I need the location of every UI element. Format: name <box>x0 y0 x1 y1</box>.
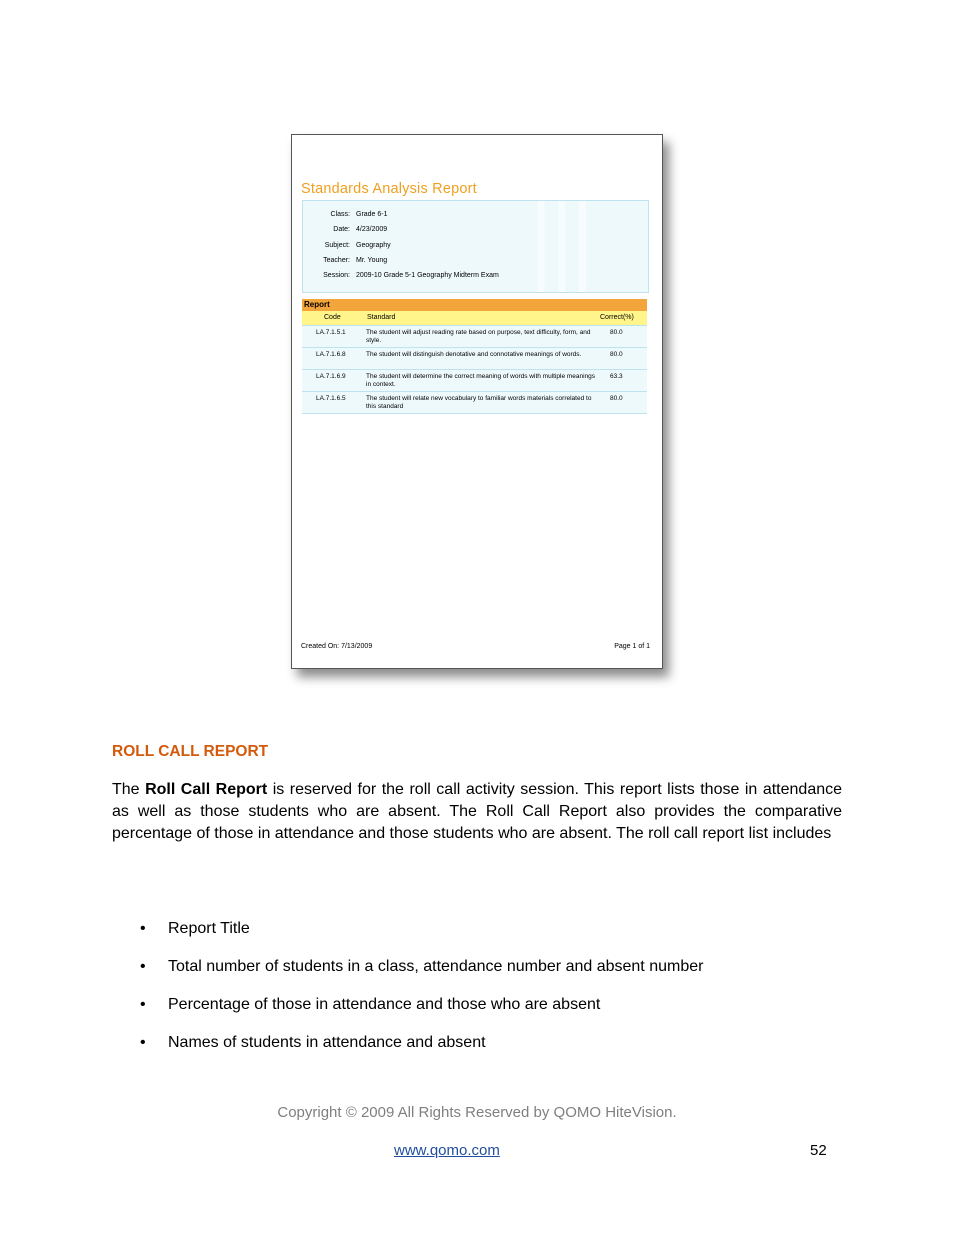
paragraph-bold-term: Roll Call Report <box>145 781 268 798</box>
info-row-date <box>303 225 648 235</box>
list-item-text: Report Title <box>168 920 250 937</box>
report-section-label: Report <box>304 300 330 309</box>
table-row <box>302 348 647 370</box>
info-row-class <box>303 210 648 220</box>
info-value: Grade 6-1 <box>356 211 388 218</box>
row-code: LA.7.1.6.5 <box>316 395 346 402</box>
bullet-icon: • <box>140 996 146 1013</box>
row-code: LA.7.1.6.8 <box>316 351 346 358</box>
info-key: Class: <box>330 211 350 218</box>
row-correct: 63.3 <box>610 373 623 380</box>
row-correct: 80.0 <box>610 351 623 358</box>
footer-copyright: Copyright © 2009 All Rights Reserved by QOMO HiteVision. <box>277 1104 677 1121</box>
info-value: Mr. Young <box>356 257 388 264</box>
row-correct: 80.0 <box>610 329 623 336</box>
row-standard: The student will distinguish denotative and connotative meanings of words. <box>366 351 582 358</box>
list-item-text: Total number of students in a class, attendance number and absent number <box>168 958 704 975</box>
info-key: Teacher: <box>323 257 350 264</box>
info-value: 4/23/2009 <box>356 226 388 233</box>
section-heading: ROLL CALL REPORT <box>112 743 269 760</box>
list-item-text: Percentage of those in attendance and those who are absent <box>168 996 601 1013</box>
table-row <box>302 370 647 392</box>
info-key: Session: <box>323 272 350 279</box>
list-item-text: Names of students in attendance and absent <box>168 1034 486 1051</box>
report-title: Standards Analysis Report <box>301 181 477 197</box>
row-correct: 80.0 <box>610 395 623 402</box>
page-number: 52 <box>810 1142 827 1159</box>
row-standard: The student will relate new vocabulary to familiar words materials correlated to this standard <box>366 395 592 410</box>
footer-website-link[interactable]: www.qomo.com <box>394 1142 500 1159</box>
info-row-session <box>303 271 648 281</box>
info-key: Date: <box>333 226 350 233</box>
paragraph-lead: The <box>112 781 146 798</box>
column-header-correct: Correct(%) <box>600 314 634 321</box>
row-standard: The student will determine the correct meaning of words with multiple meanings in context. <box>366 373 596 388</box>
report-column-headers <box>302 311 647 326</box>
list-item <box>140 995 703 1015</box>
list-item <box>140 1033 703 1053</box>
row-standard: The student will adjust reading rate based on purpose, text difficulty, form, and style. <box>366 329 591 344</box>
report-page-indicator: Page 1 of 1 <box>614 643 650 650</box>
info-value: 2009-10 Grade 5-1 Geography Midterm Exam <box>356 272 499 279</box>
report-section-header <box>302 299 647 311</box>
row-code: LA.7.1.6.9 <box>316 373 346 380</box>
bullet-icon: • <box>140 1034 146 1051</box>
report-rows <box>302 326 647 414</box>
info-row-teacher <box>303 256 648 266</box>
list-item <box>140 957 703 977</box>
info-key: Subject: <box>324 242 350 249</box>
info-row-subject <box>303 241 648 251</box>
table-row <box>302 326 647 348</box>
info-value: Geography <box>356 242 391 249</box>
paragraph-rest: is reserved for the roll call activity session. This report lists those in attendance as well as those students who are absent. The Roll Call Report also provides the comparative percentage of those in attendance and those students who are absent. The roll call report list includes <box>112 781 843 842</box>
body-paragraph <box>112 779 842 845</box>
report-info-box <box>302 200 649 293</box>
table-row <box>302 392 647 414</box>
bullet-list <box>140 919 703 1071</box>
standards-report-image <box>291 134 663 669</box>
report-created-date: Created On: 7/13/2009 <box>301 643 373 650</box>
bullet-icon: • <box>140 920 146 937</box>
column-header-code: Code <box>324 314 341 321</box>
column-header-standard: Standard <box>367 314 396 321</box>
bullet-icon: • <box>140 958 146 975</box>
list-item <box>140 919 703 939</box>
row-code: LA.7.1.5.1 <box>316 329 346 336</box>
